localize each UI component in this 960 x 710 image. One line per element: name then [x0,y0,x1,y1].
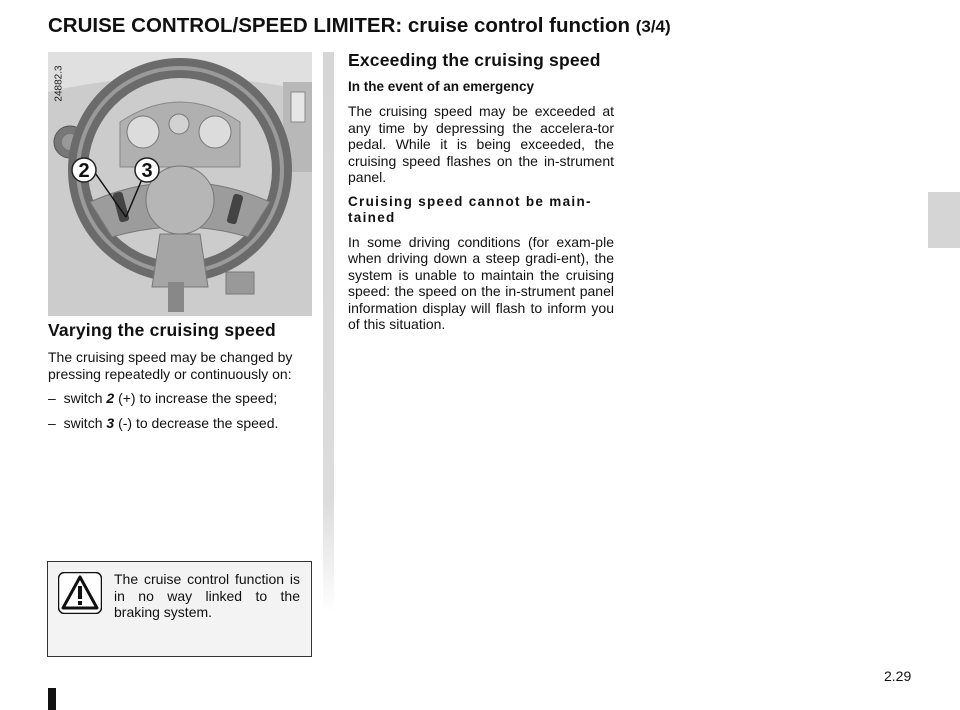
bullet-dash: – [48,390,56,406]
crop-mark [48,688,56,710]
bullet-decrease [48,415,314,432]
cannot-maintain-paragraph: In some driving conditions (for exam-ple when driving down a steep gradi-ent), the system is unable to maintain the cruising speed: the speed on the in-strument panel information display will flash to inform you of this situation. [348,233,614,332]
figure-reference-text: 24882.3 [53,65,65,102]
switch-number: 3 [106,414,115,431]
steering-wheel-illustration [48,52,312,316]
bullet-pre: switch [63,390,103,406]
switch-number: 2 [106,390,115,406]
bullet-increase [48,390,314,407]
varying-speed-intro: The cruising speed may be changed by pressing repeatedly or continuously on: [48,349,293,382]
callout-3: 3 [141,160,153,182]
right-column [348,50,614,341]
bullet-dash: – [48,414,56,431]
bullet-post: (-) to decrease the speed. [118,414,279,431]
bullet-post: (+) to increase the speed; [118,390,278,406]
exceeding-speed-heading: Exceeding the cruising speed [348,50,601,70]
column-divider [323,52,334,612]
varying-speed-heading: Varying the cruising speed [48,320,276,340]
page-number: 2.29 [884,668,912,684]
figure-reference [50,60,68,110]
left-column [48,320,314,439]
warning-triangle-icon [58,572,102,614]
warning-box [47,561,312,657]
emergency-subheading: In the event of an emergency [348,79,535,94]
section-tab [928,192,960,248]
page-title [48,14,671,38]
callout-2: 2 [78,160,90,182]
warning-text: The cruise control function is in no way linked to the braking system. [114,571,300,620]
page-title-suffix: (3/4) [635,17,671,36]
page-title-main: CRUISE CONTROL/SPEED LIMITER: cruise control function [48,14,630,37]
cannot-maintain-subheading: Cruising speed cannot be main-tained [348,193,592,225]
bullet-pre: switch [63,414,103,431]
steering-wheel-drawing [48,52,312,316]
emergency-paragraph: The cruising speed may be exceeded at any time by depressing the accelera-tor pedal. While it is being exceeded, the cruising speed flashes on the in-strument panel. [348,103,614,185]
